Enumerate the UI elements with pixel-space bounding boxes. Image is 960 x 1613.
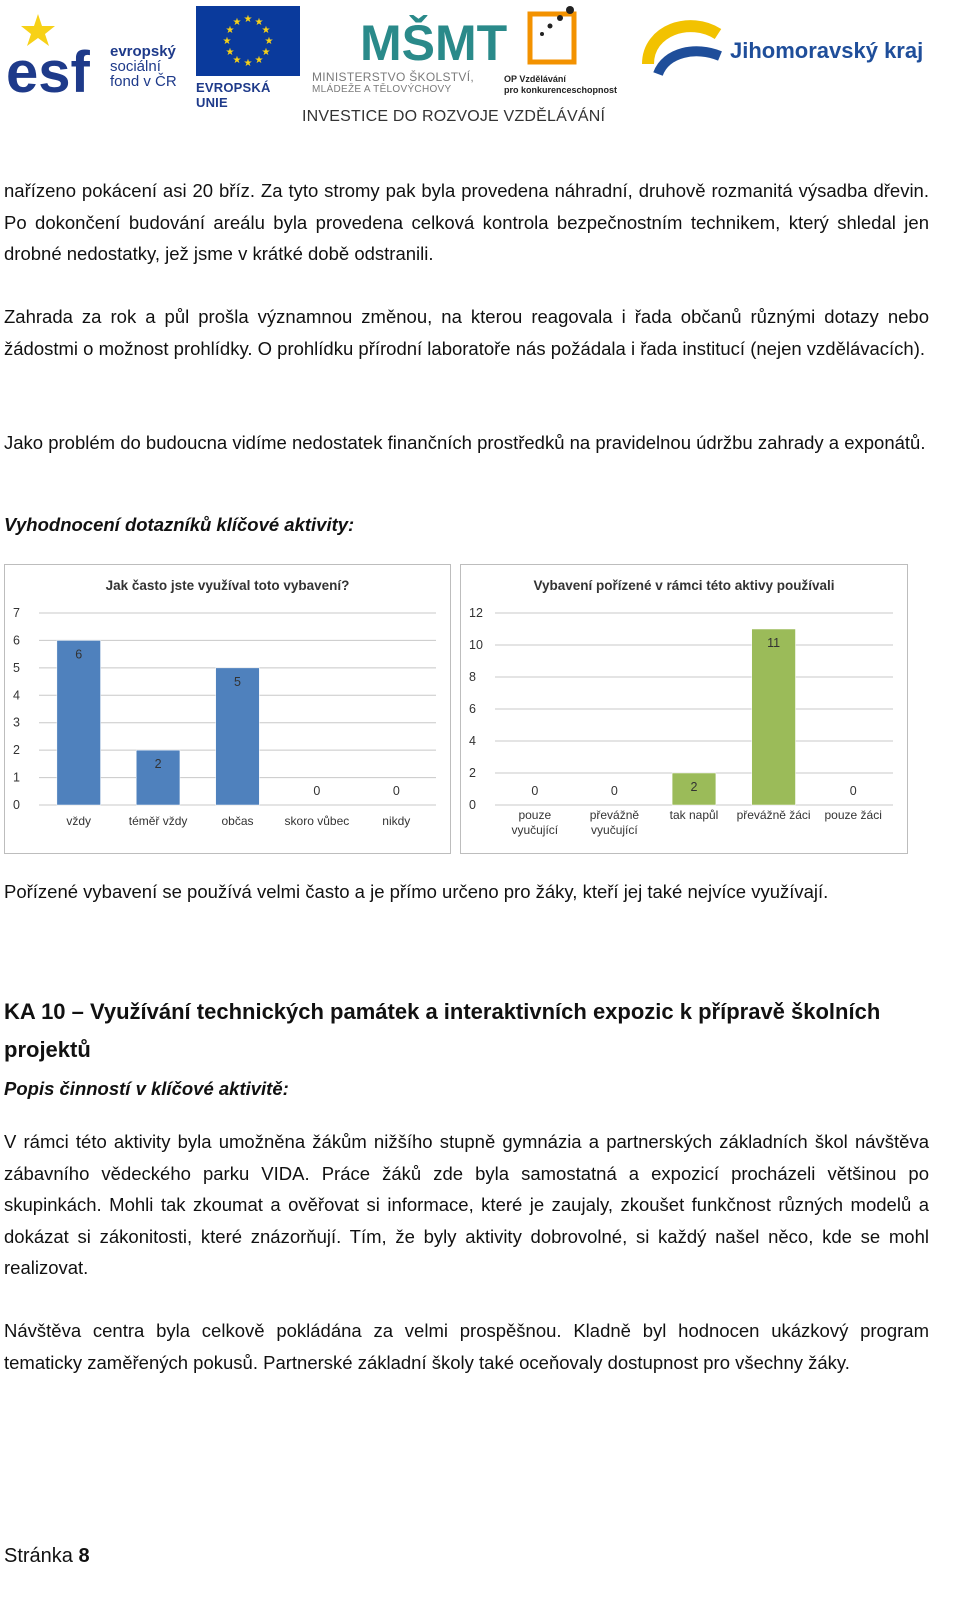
footer-label: Stránka [4,1545,73,1567]
chart-users-svg [461,565,907,853]
data-label: 0 [392,784,400,798]
y-tick-label: 2 [13,743,20,758]
svg-text:★: ★ [225,47,235,58]
svg-text:★: ★ [261,47,271,58]
chart-title: Jak často jste využíval toto vybavení? [105,578,350,593]
op-line-2: pro konkurenceschopnost [504,85,618,95]
y-tick-label: 4 [13,688,20,703]
x-tick-label: nikdy [382,814,411,828]
x-tick-label: pouze žáci [824,808,882,822]
svg-text:★: ★ [225,25,235,36]
paragraph-3: Jako problém do budoucna vidíme nedostatek finančních prostředků na pravidelnou údržbu zahrady a exponátů. [4,432,926,453]
evaluation-heading: Vyhodnocení dotazníků klíčové aktivity: [4,514,355,535]
page-header [0,0,960,135]
description-heading: Popis činností v klíčové aktivitě: [4,1078,289,1099]
tagline: INVESTICE DO ROZVOJE VZDĚLÁVÁNÍ [302,108,606,125]
y-tick-label: 7 [13,606,20,620]
data-label: 0 [610,784,618,798]
svg-text:★: ★ [261,25,271,36]
svg-text:★: ★ [264,36,274,47]
svg-text:esf: esf [6,40,90,105]
chart-caption: Pořízené vybavení se používá velmi často a je přímo určeno pro žáky, kteří jej také nejvíce využívají. [4,881,829,902]
data-label: 11 [767,636,781,650]
data-label: 6 [75,647,83,662]
y-tick-label: 5 [13,660,20,675]
y-tick-label: 4 [469,734,476,748]
svg-text:★: ★ [243,58,253,69]
y-tick-label: 1 [13,770,20,785]
data-label: 2 [154,757,162,772]
y-tick-label: 6 [13,633,20,648]
svg-text:★: ★ [254,17,264,28]
op-logo [500,4,630,100]
chart-title: Vybavení pořízené v rámci této aktivy používali [533,578,835,593]
esf-logo-icon [4,8,104,105]
x-tick-label: převážně [589,808,640,822]
y-tick-label: 0 [13,798,20,812]
svg-text:★: ★ [254,55,264,66]
op-line-1: OP Vzdělávání [504,74,566,84]
chart-usage-frequency [4,564,451,854]
op-mark-icon [500,4,630,72]
x-tick-label: vyučující [591,823,638,837]
page-footer [4,1545,90,1568]
paragraph-2: Zahrada za rok a půl prošla významnou změnou, na kterou reagovala i řada občanů různými dotazy nebo žádostmi o možnost prohlídky. O prohlídku přírodní laboratoře nás požádala i řada institucí (nejen vzdělávacích). [4,306,929,359]
x-tick-label: vyučující [511,823,559,837]
region-mark-icon [640,12,730,82]
svg-text:★: ★ [243,14,253,25]
esf-line-1: evropský [110,43,176,60]
x-tick-label: pouze [518,808,552,822]
chart-usage-frequency-svg [5,565,450,853]
y-tick-label: 12 [469,606,483,620]
data-label: 0 [313,784,321,798]
msmt-logo [312,4,508,100]
x-tick-label: občas [221,814,254,828]
x-tick-label: tak napůl [669,808,719,822]
msmt-mark-text: MŠMT [360,15,508,71]
y-tick-label: 10 [469,638,483,652]
msmt-line-2: MLÁDEŽE A TĚLOVÝCHOVY [312,84,452,95]
page-number: 8 [78,1545,90,1567]
eu-logo [196,6,302,110]
x-tick-label: téměř vždy [128,814,188,828]
svg-text:★: ★ [222,36,232,47]
y-tick-label: 3 [13,715,20,730]
msmt-line-1: MINISTERSTVO ŠKOLSTVÍ, [312,70,474,84]
y-tick-label: 8 [469,670,476,684]
section-title: KA 10 – Využívání technických památek a interaktivních expozic k přípravě školních projektů [4,999,881,1062]
data-label: 0 [849,784,857,798]
bar [57,640,101,805]
data-label: 5 [234,674,241,689]
svg-text:★: ★ [232,17,242,28]
esf-line-3: fond v ČR [110,73,177,90]
region-name: Jihomoravský kraj [730,38,924,63]
svg-text:★: ★ [232,55,242,66]
paragraph-4: V rámci této aktivity byla umožněna žákům nižšího stupně gymnázia a partnerských základních škol návštěva zábavního vědeckého parku VIDA. Práce žáků zde byla samostatná a expozicí procházeli většinou po skupinkách. Mohli tak zkoumat a ověřovat si informace, které je zaujaly, zkoušet funkčnost různých modelů a dokázat si zákonitosti, které znázorňují. Tím, že byly aktivity dobrovolné, si každý našel něco, kde se mohl realizovat. [4,1131,929,1278]
region-logo [640,12,940,82]
x-tick-label: převážně žáci [736,808,811,822]
data-label: 2 [690,780,698,794]
eu-label: EVROPSKÁ UNIE [196,80,271,110]
msmt-mark-icon [360,4,508,71]
esf-wordmark [110,44,177,89]
data-label: 0 [531,784,539,798]
y-tick-label: 6 [469,702,476,716]
y-tick-label: 0 [469,798,476,812]
chart-users [460,564,908,854]
x-tick-label: vždy [66,814,92,828]
y-tick-label: 2 [469,766,476,780]
x-tick-label: skoro vůbec [284,814,350,828]
bar [752,629,796,805]
paragraph-5: Návštěva centra byla celkově pokládána za velmi prospěšnou. Kladně byl hodnocen ukázkový program tematicky zaměřených pokusů. Partnerské základní školy také oceňovaly dostupnost pro všechny žáky. [4,1320,929,1373]
esf-line-2: sociální [110,58,161,75]
eu-flag-icon [196,6,300,76]
paragraph-1: nařízeno pokácení asi 20 bříz. Za tyto stromy pak byla provedena náhradní, druhově rozmanitá výsadba dřevin. Po dokončení budování areálu byla provedena celková kontrola bezpečnostním technikem, který shledal jen drobné nedostatky, jež jsme v krátké době odstranili. [4,180,929,264]
